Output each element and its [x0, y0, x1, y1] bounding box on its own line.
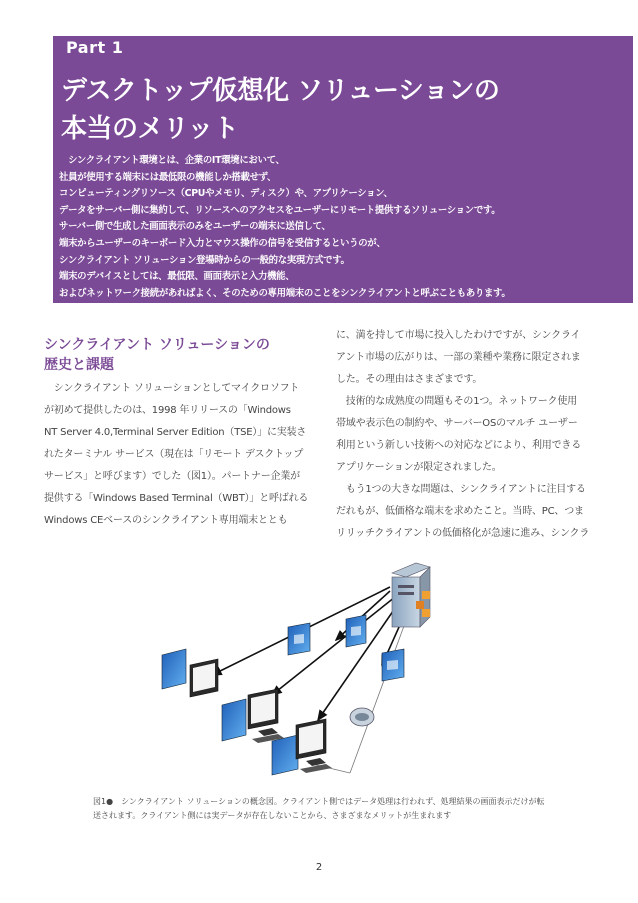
heading-line: シンクライアント ソリューションの	[44, 337, 270, 353]
body-line: 提供する「Windows Based Terminal（WBT）」と呼ばれる	[44, 493, 309, 504]
body-line: アント市場の広がりは、一部の業種や業務に限定されま	[336, 352, 581, 363]
thin-client-device-icon	[350, 708, 374, 726]
intro-line: 社員が使用する端末には最低限の機能しか搭載せず、	[59, 171, 277, 183]
intro-line: コンピューティングリソース（CPUやメモリ、ディスク）や、アプリケーション、	[59, 188, 393, 200]
window-icon	[382, 649, 404, 681]
body-line: した。その理由はさまざまです。	[336, 374, 483, 385]
intro-line: 端末からユーザーのキーボード入力とマウス操作の信号を受信するというのが、	[59, 237, 386, 249]
intro-line: シンクライアント環境とは、企業のIT環境において、	[59, 155, 285, 166]
caption-line: 送されます。クライアント側には実データが存在しないことから、さまざまなメリットが生まれます	[93, 811, 452, 820]
body-line: アプリケーションが限定されました。	[336, 462, 502, 473]
title-line: デスクトップ仮想化 ソリューションの	[61, 76, 500, 106]
title-line: 本当のメリット	[61, 114, 239, 144]
body-line: 利用という新しい技術への対応などにより、利用できる	[336, 440, 581, 451]
intro-line: サーバー側で生成した画面表示のみをユーザーの端末に送信して、	[59, 221, 331, 233]
heading-line: 歴史と課題	[44, 357, 114, 373]
server-icon	[392, 563, 430, 627]
body-line: 帯域や表示色の制約や、サーバーOSのマルチ ユーザー	[336, 418, 578, 429]
body-line: サービス」と呼びます）でした（図1）。パートナー企業が	[44, 471, 300, 482]
body-line: シンクライアント ソリューションとしてマイクロソフト	[44, 383, 300, 394]
body-line: Windows CEベースのシンクライアント専用端末ととも	[44, 515, 288, 526]
intro-line: データをサーバー側に集約して、リソースへのアクセスをユーザーにリモート提供するソリューションです。	[59, 204, 501, 216]
page-title	[61, 72, 499, 148]
page-number: 2	[315, 862, 323, 873]
client-monitor-icon	[272, 719, 332, 775]
intro-line: シンクライアント ソリューション登場時からの一般的な実現方式です。	[59, 254, 350, 266]
body-line: リリッチクライアントの低価格化が急速に進み、シンクラ	[336, 528, 590, 539]
part-label: Part 1	[66, 38, 124, 57]
body-line: もう1つの大きな問題は、シンクライアントに注目する	[336, 484, 586, 495]
window-icon	[288, 623, 310, 655]
client-monitor-icon	[162, 649, 218, 697]
body-line: 技術的な成熟度の問題もその1つ。ネットワーク使用	[336, 396, 577, 407]
right-column	[336, 325, 604, 545]
intro-line: およびネットワーク接続があればよく、そのための専用端末のことをシンクライアントと呼ぶこともあります。	[59, 287, 511, 299]
client-monitor-icon	[222, 689, 284, 743]
intro-paragraph	[59, 153, 629, 302]
figure-caption	[93, 795, 573, 823]
body-line: が初めて提供したのは、1998 年リリースの「Windows	[44, 405, 291, 416]
hero-banner	[53, 36, 633, 303]
thin-client-diagram	[160, 555, 500, 780]
intro-line: 端末のデバイスとしては、最低限、画面表示と入力機能、	[59, 271, 295, 283]
caption-line: 図1● シンクライアント ソリューションの概念図。クライアント側ではデータ処理は行われず、処理結果の画面表示だけが転	[93, 797, 545, 806]
section-heading	[44, 335, 270, 375]
body-line: NT Server 4.0,Terminal Server Edition（TSE）」に実装さ	[44, 427, 307, 438]
window-icon	[346, 615, 366, 647]
body-line: に、満を持して市場に投入したわけですが、シンクライ	[336, 330, 581, 341]
body-line: だれもが、低価格な端末を求めたこと。当時、PC、つま	[336, 506, 584, 517]
left-column	[44, 378, 312, 532]
body-line: れたターミナル サービス（現在は「リモート デスクトップ	[44, 449, 304, 460]
